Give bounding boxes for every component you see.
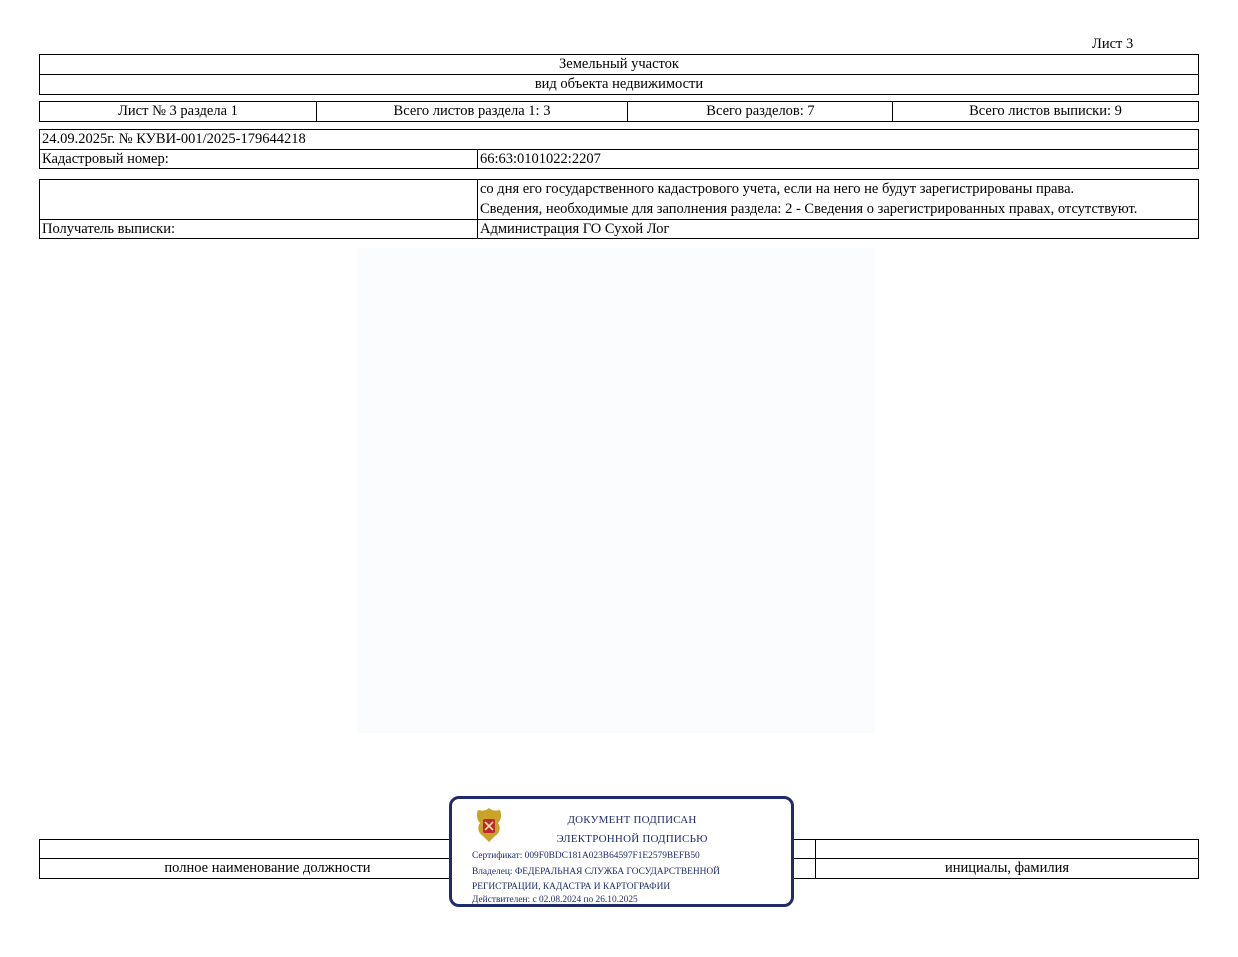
stamp-title-line-2: ЭЛЕКТРОННОЙ ПОДПИСЬЮ [556,833,708,845]
position-label: полное наименование должности [164,860,371,876]
cadastral-row [39,149,1199,169]
notes-line-1: со дня его государственного кадастрового учета, если на него не будут зарегистрированы права. [480,181,1075,197]
total-sheets-section: Всего листов раздела 1: 3 [393,103,551,119]
stamp-certificate: Сертификат: 009F0BDC181A023B64597F1E2579BEFB50 [472,851,700,861]
object-subtitle: вид объекта недвижимости [534,76,704,92]
name-label: инициалы, фамилия [944,860,1070,876]
total-sections: Всего разделов: 7 [706,103,815,119]
recipient-value: Администрация ГО Сухой Лог [480,220,670,237]
object-title: Земельный участок [559,56,679,72]
sheet-label: Лист 3 [1092,36,1134,52]
notes-line-2: Сведения, необходимые для заполнения раздела: 2 - Сведения о зарегистрированных правах, отсутствуют. [480,201,1138,217]
extract-date-row [39,129,1199,150]
stamp-title-line-1: ДОКУМЕНТ ПОДПИСАН [567,814,697,826]
electronic-signature-stamp [449,796,794,907]
notes-row [39,179,1199,220]
sheet-info-row [39,101,1199,122]
sheet-of-section: Лист № 3 раздела 1 [118,103,238,119]
recipient-label: Получатель выписки: [42,220,175,237]
total-sheets-extract: Всего листов выписки: 9 [969,103,1122,119]
object-type-block [39,54,1199,95]
stamp-owner-line-2: РЕГИСТРАЦИИ, КАДАСТРА И КАРТОГРАФИИ [472,882,671,892]
stamp-validity: Действителен: с 02.08.2024 по 26.10.2025 [472,895,638,905]
cadastral-value: 66:63:0101022:2207 [480,150,601,167]
extract-date-number: 24.09.2025г. № КУВИ-001/2025-179644218 [42,131,306,147]
recipient-row [39,219,1199,239]
watermark-area [357,248,875,733]
cadastral-label: Кадастровый номер: [42,150,169,167]
coat-of-arms-icon [472,805,506,845]
stamp-owner-line-1: Владелец: ФЕДЕРАЛЬНАЯ СЛУЖБА ГОСУДАРСТВЕННОЙ [472,867,720,877]
